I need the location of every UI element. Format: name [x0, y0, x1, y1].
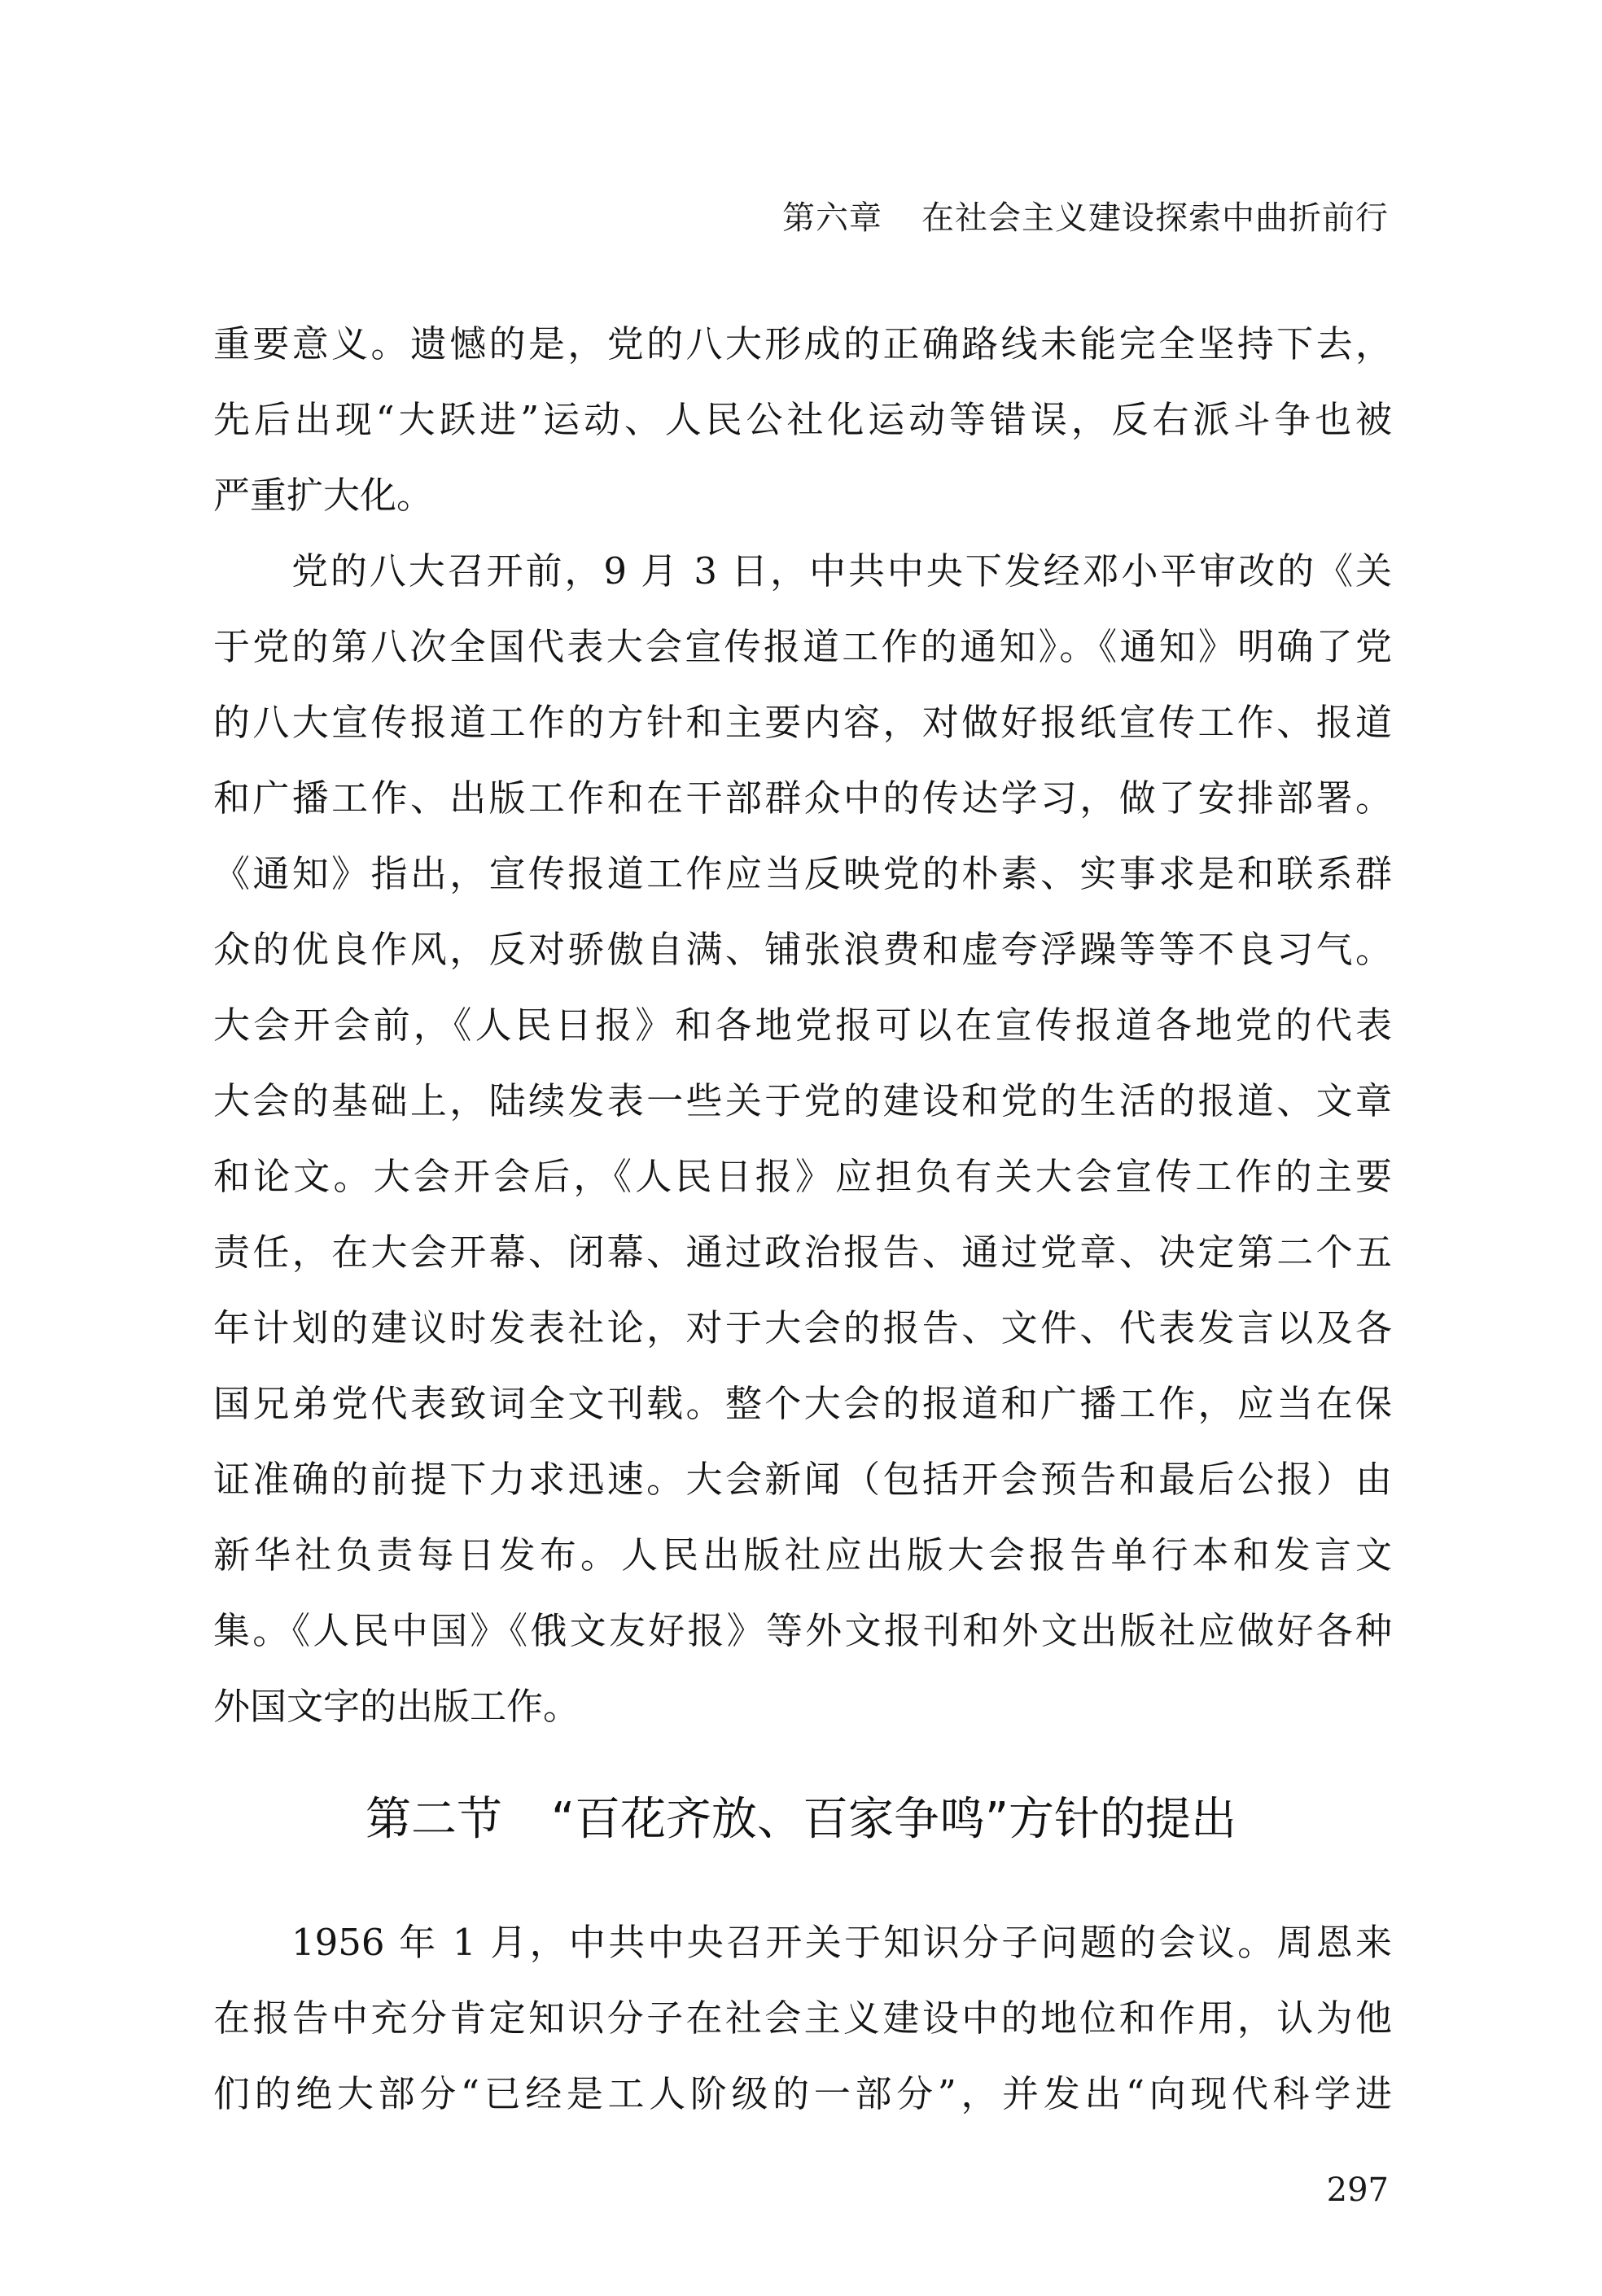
text-line: 们的绝大部分“已经是工人阶级的一部分”，并发出“向现代科学进 — [213, 2072, 1392, 2115]
text-line: 于党的第八次全国代表大会宣传报道工作的通知》。《通知》明确了党 — [213, 625, 1392, 668]
section-title: “百花齐放、百家争鸣”方针的提出 — [550, 1793, 1237, 1846]
section-number: 第二节 — [365, 1793, 502, 1846]
text-line: 重要意义。遗憾的是，党的八大形成的正确路线未能完全坚持下去， — [213, 322, 1392, 365]
text-line: 国兄弟党代表致词全文刊载。整个大会的报道和广播工作，应当在保 — [213, 1382, 1392, 1425]
text-line: 年计划的建议时发表社论，对于大会的报告、文件、代表发言以及各 — [213, 1306, 1392, 1349]
text-line: 大会的基础上，陆续发表一些关于党的建设和党的生活的报道、文章 — [213, 1079, 1392, 1122]
text-line: 外国文字的出版工作。 — [213, 1685, 580, 1728]
section-heading — [0, 1787, 1602, 1852]
text-line: 证准确的前提下力求迅速。大会新闻（包括开会预告和最后公报）由 — [213, 1458, 1392, 1501]
text-line: 严重扩大化。 — [213, 474, 434, 517]
text-line: 1956 年 1 月，中共中央召开关于知识分子问题的会议。周恩来 — [291, 1921, 1392, 1964]
body-text — [213, 306, 1392, 1744]
text-line: 责任，在大会开幕、闭幕、通过政治报告、通过党章、决定第二个五 — [213, 1231, 1392, 1274]
text-line: 《通知》指出，宣传报道工作应当反映党的朴素、实事求是和联系群 — [213, 852, 1392, 895]
text-line: 集。《人民中国》《俄文友好报》等外文报刊和外文出版社应做好各种 — [213, 1609, 1392, 1652]
page-number: 297 — [1326, 2171, 1389, 2209]
text-line: 党的八大召开前，9 月 3 日，中共中央下发经邓小平审改的《关 — [291, 549, 1392, 593]
text-line: 和论文。大会开会后，《人民日报》应担负有关大会宣传工作的主要 — [213, 1155, 1392, 1198]
body-text-section — [213, 1905, 1392, 2132]
text-line: 和广播工作、出版工作和在干部群众中的传达学习，做了安排部署。 — [213, 776, 1392, 820]
chapter-title: 在社会主义建设探索中曲折前行 — [921, 199, 1389, 237]
text-line: 在报告中充分肯定知识分子在社会主义建设中的地位和作用，认为他 — [213, 1996, 1392, 2040]
text-line: 众的优良作风，反对骄傲自满、铺张浪费和虚夸浮躁等等不良习气。 — [213, 928, 1392, 971]
chapter-number: 第六章 — [782, 199, 882, 237]
text-line: 新华社负责每日发布。人民出版社应出版大会报告单行本和发言文 — [213, 1533, 1392, 1577]
text-line: 的八大宣传报道工作的方针和主要内容，对做好报纸宣传工作、报道 — [213, 701, 1392, 744]
paragraph — [213, 306, 1392, 533]
text-line: 先后出现“大跃进”运动、人民公社化运动等错误，反右派斗争也被 — [213, 398, 1392, 441]
running-header — [782, 192, 1389, 238]
text-line: 大会开会前，《人民日报》和各地党报可以在宣传报道各地党的代表 — [213, 1004, 1392, 1047]
paragraph — [213, 1905, 1392, 2132]
paragraph — [213, 533, 1392, 1744]
